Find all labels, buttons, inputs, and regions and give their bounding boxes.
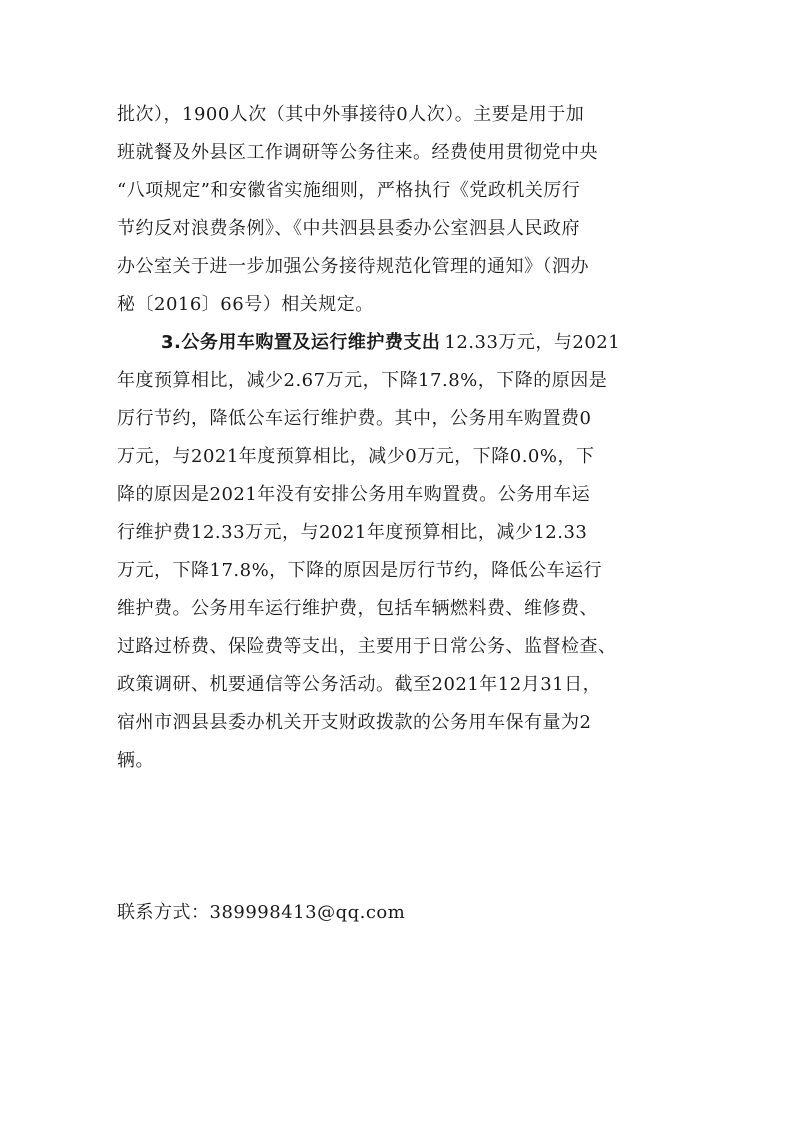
paragraph-vehicle-expenses [117, 324, 692, 780]
text-line: 万元，与2021年度预算相比，减少0万元，下降0.0%，下 [117, 446, 595, 467]
text-line: 厉行节约，降低公车运行维护费。其中，公务用车购置费0 [117, 408, 592, 429]
paragraph-first-line [117, 324, 692, 362]
contact-line [117, 894, 405, 932]
text-line: 宿州市泗县县委办机关开支财政拨款的公务用车保有量为2 [117, 712, 592, 733]
text-line: 批次），1900人次（其中外事接待0人次）。主要是用于加 [117, 104, 585, 125]
text-line: 年度预算相比，减少2.67万元，下降17.8%，下降的原因是 [117, 370, 608, 391]
text-line: 节约反对浪费条例》、《中共泗县县委办公室泗县人民政府 [117, 218, 580, 239]
text-line: 行维护费12.33万元，与2021年度预算相比，减少12.33 [117, 522, 588, 543]
text-line: “八项规定”和安徽省实施细则，严格执行《党政机关厉行 [117, 180, 581, 201]
text-line: 降的原因是2021年没有安排公务用车购置费。公务用车运 [117, 484, 591, 505]
text-line: 维护费。公务用车运行维护费，包括车辆燃料费、维修费、 [117, 598, 598, 619]
heading-line-rest: 12.33万元，与2021 [444, 332, 621, 353]
text-line: 秘〔2016〕66号）相关规定。 [117, 294, 374, 315]
text-line: 政策调研、机要通信等公务活动。截至2021年12月31日， [117, 674, 602, 695]
text-line: 万元，下降17.8%，下降的原因是厉行节约，降低公车运行 [117, 560, 603, 581]
section-heading: 3.公务用车购置及运行维护费支出 [161, 332, 441, 353]
text-line: 辆。 [117, 750, 154, 771]
text-line: 班就餐及外县区工作调研等公务往来。经费使用贯彻党中央 [117, 142, 598, 163]
text-line: 过路过桥费、保险费等支出，主要用于日常公务、监督检查、 [117, 636, 617, 657]
text-line: 办公室关于进一步加强公务接待规范化管理的通知》（泗办 [117, 256, 589, 277]
contact-label: 联系方式： [117, 902, 210, 923]
paragraph-reception [117, 96, 692, 324]
contact-email[interactable]: 389998413@qq.com [209, 902, 406, 923]
body-text [117, 96, 692, 780]
